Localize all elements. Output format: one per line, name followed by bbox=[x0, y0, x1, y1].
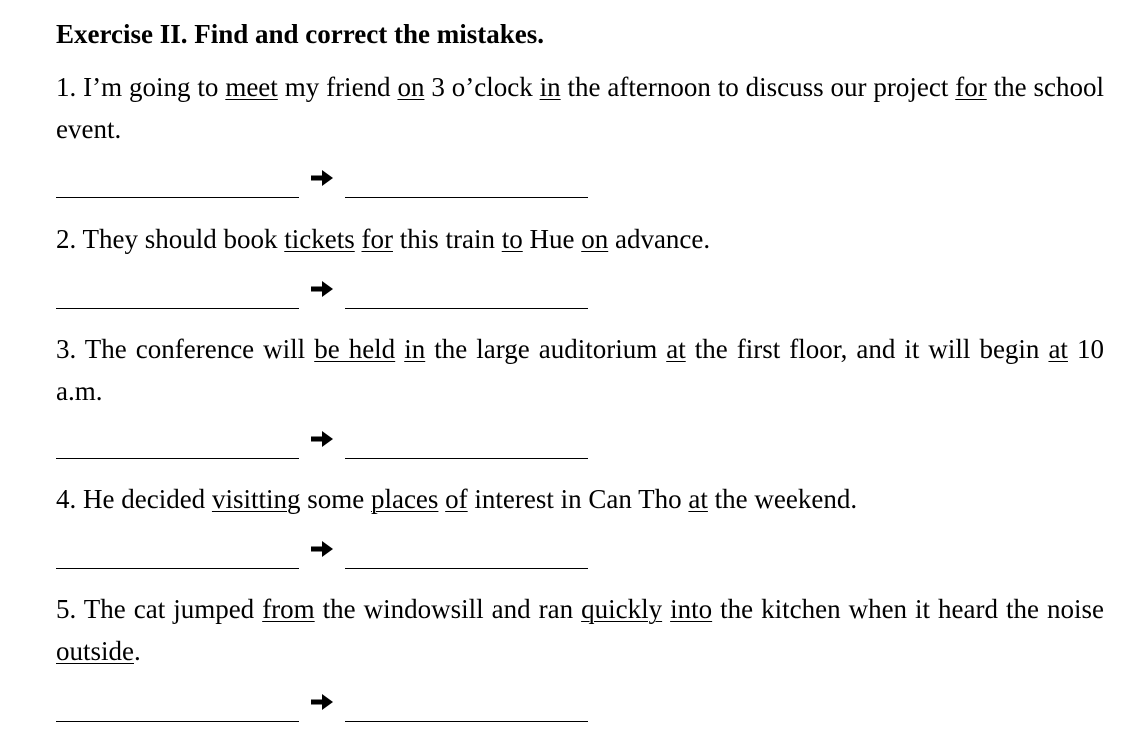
exercise-title: Exercise II. Find and correct the mistakes. bbox=[56, 19, 544, 49]
exercise-item-5 bbox=[56, 589, 1104, 672]
answer-blank-correction-2[interactable] bbox=[345, 308, 588, 309]
answer-blank-mistake-5[interactable] bbox=[56, 721, 299, 722]
item-1-underlined-meet: meet bbox=[225, 72, 278, 102]
answer-row-5 bbox=[56, 690, 596, 724]
arrow-right-icon bbox=[308, 688, 336, 716]
item-3-text-5: 10 a.m. bbox=[56, 334, 1104, 406]
item-5-text-3 bbox=[662, 594, 670, 624]
item-3-text-4: the first floor, and it will begin bbox=[685, 334, 1049, 364]
answer-blank-correction-3[interactable] bbox=[345, 458, 588, 459]
arrow-right-icon bbox=[308, 275, 336, 303]
item-5-text-1: 5. The cat jumped bbox=[56, 594, 263, 624]
item-5-text-2: the windowsill and ran bbox=[314, 594, 582, 624]
answer-row-3 bbox=[56, 427, 596, 461]
item-3-underlined-at-2: at bbox=[1048, 334, 1068, 364]
item-4-text-2: some bbox=[300, 484, 371, 514]
item-2-underlined-to: to bbox=[501, 224, 523, 254]
item-3-text-3: the large auditorium bbox=[425, 334, 667, 364]
item-4-underlined-at: at bbox=[688, 484, 708, 514]
answer-blank-mistake-4[interactable] bbox=[56, 568, 299, 569]
answer-blank-correction-5[interactable] bbox=[345, 721, 588, 722]
answer-blank-correction-1[interactable] bbox=[345, 197, 588, 198]
item-2-text-1: 2. They should book bbox=[56, 224, 285, 254]
item-3-underlined-in: in bbox=[404, 334, 426, 364]
item-4-underlined-visitting: visitting bbox=[211, 484, 301, 514]
item-3-underlined-be-held: be held bbox=[314, 334, 396, 364]
answer-blank-mistake-3[interactable] bbox=[56, 458, 299, 459]
arrow-right-icon bbox=[308, 425, 336, 453]
answer-row-1 bbox=[56, 166, 596, 200]
item-2-underlined-tickets: tickets bbox=[284, 224, 355, 254]
item-1-text-2: my friend bbox=[277, 72, 398, 102]
item-3-text-1: 3. The conference will bbox=[56, 334, 315, 364]
item-4-text-4: interest in Can Tho bbox=[467, 484, 689, 514]
item-5-text-5: . bbox=[134, 635, 141, 666]
item-5-underlined-quickly: quickly bbox=[581, 594, 663, 624]
item-1-underlined-for: for bbox=[955, 72, 987, 102]
item-1-underlined-on: on bbox=[397, 72, 425, 102]
exercise-item-2 bbox=[56, 219, 1104, 261]
item-1-text-1: 1. I’m going to bbox=[56, 72, 226, 102]
item-1-text-5: the school event. bbox=[56, 72, 1104, 144]
arrow-right-icon bbox=[308, 164, 336, 192]
item-5-text-4: the kitchen when it heard the noise bbox=[712, 594, 1104, 624]
answer-blank-correction-4[interactable] bbox=[345, 568, 588, 569]
item-2-text-4: Hue bbox=[522, 224, 582, 254]
item-2-underlined-on: on bbox=[581, 224, 609, 254]
item-1-text-4: the afternoon to discuss our project bbox=[560, 72, 956, 102]
item-4-underlined-places: places bbox=[370, 484, 439, 514]
answer-blank-mistake-2[interactable] bbox=[56, 308, 299, 309]
item-2-text-5: advance. bbox=[608, 224, 711, 254]
answer-blank-mistake-1[interactable] bbox=[56, 197, 299, 198]
item-4-underlined-of: of bbox=[445, 484, 468, 514]
arrow-right-icon bbox=[308, 535, 336, 563]
item-5-underlined-outside: outside bbox=[56, 635, 134, 666]
answer-row-4 bbox=[56, 537, 596, 571]
item-1-text-3: 3 o’clock bbox=[424, 72, 540, 102]
item-3-underlined-at-1: at bbox=[666, 334, 686, 364]
exercise-item-4 bbox=[56, 479, 1104, 521]
item-4-text-1: 4. He decided bbox=[56, 484, 212, 514]
item-1-underlined-in: in bbox=[539, 72, 561, 102]
exercise-item-1 bbox=[56, 67, 1104, 150]
item-5-underlined-into: into bbox=[670, 594, 713, 624]
item-5-underlined-from: from bbox=[262, 594, 315, 624]
item-3-text-2 bbox=[395, 334, 404, 364]
item-2-underlined-for: for bbox=[361, 224, 393, 254]
item-2-text-3: this train bbox=[392, 224, 502, 254]
item-4-text-5: the weekend. bbox=[707, 484, 858, 514]
answer-row-2 bbox=[56, 277, 596, 311]
exercise-item-3 bbox=[56, 329, 1104, 412]
